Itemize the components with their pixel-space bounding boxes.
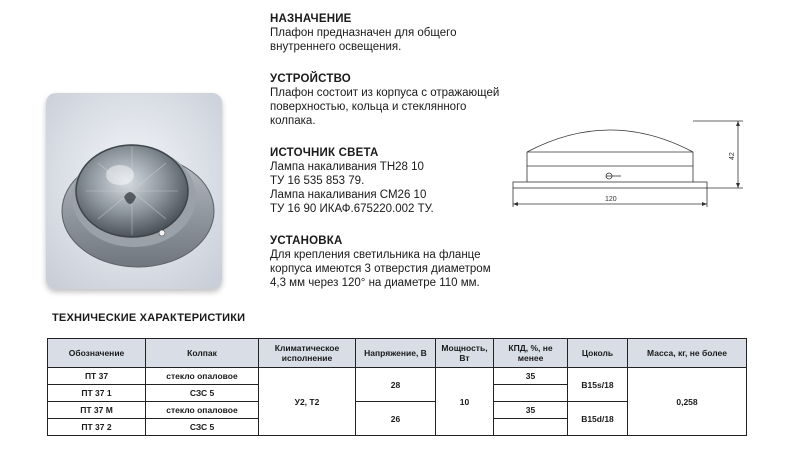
header-climate: Климатическое исполнение [259,339,356,368]
cell-cover: стекло опаловое [146,402,259,419]
section-text-line: ТУ 16 535 853 79. [270,175,365,187]
section-heading: УСТАНОВКА [270,235,343,247]
section-text-line: Плафон состоит из корпуса с отражающей [270,87,500,99]
header-mass: Масса, кг, не более [628,339,747,368]
header-cover: Колпак [146,339,259,368]
cell-base: B15s/18 [568,368,628,402]
cell-designation: ПТ 37 [48,368,146,385]
product-photo [46,93,222,289]
cell-efficiency: 35 [494,402,568,419]
technical-specs-table [47,338,747,436]
section-text-line: Лампа накаливания СМ26 10 [270,189,427,201]
width-dimension-label: 120 [605,196,617,203]
table-header-row [48,339,747,368]
cell-cover: СЗС 5 [146,419,259,436]
cell-voltage: 26 [356,402,436,436]
header-voltage: Напряжение, В [356,339,436,368]
header-efficiency: КПД, %, не менее [494,339,568,368]
section-installation [270,234,570,290]
section-text-line: ТУ 16 90 ИКАФ.675220.002 ТУ. [270,203,434,215]
cell-voltage: 28 [356,368,436,402]
header-designation: Обозначение [48,339,146,368]
header-base: Цоколь [568,339,628,368]
section-text-line: поверхностью, кольца и стеклянного [270,101,467,113]
section-text-line: Для крепления светильника на фланце [270,249,481,261]
dimension-drawing [505,110,750,220]
height-dimension-label: 42 [729,152,736,160]
cell-cover: стекло опаловое [146,368,259,385]
cell-mass: 0,258 [628,368,747,436]
section-text-line: внутреннего освещения. [270,41,402,53]
cell-efficiency-empty [494,419,568,436]
dome-outline [527,130,693,152]
section-text-line: Плафон предназначен для общего [270,27,457,39]
section-heading: УСТРОЙСТВО [270,73,351,85]
cell-base: B15d/18 [568,402,628,436]
section-text-line: корпуса имеются 3 отверстия диаметром [270,263,491,275]
section-text-line: колпака. [270,115,316,127]
section-heading: ИСТОЧНИК СВЕТА [270,147,379,159]
cell-efficiency-empty [494,385,568,402]
section-heading: НАЗНАЧЕНИЕ [270,13,352,25]
table-title: ТЕХНИЧЕСКИЕ ХАРАКТЕРИСТИКИ [52,312,246,324]
table-row [48,368,747,385]
section-text-line: Лампа накаливания ТН28 10 [270,161,424,173]
section-purpose [270,12,570,54]
header-power: Мощность, Вт [436,339,494,368]
cell-efficiency: 35 [494,368,568,385]
flange-outline [513,182,707,188]
cell-designation: ПТ 37 1 [48,385,146,402]
cell-climate: У2, Т2 [259,368,356,436]
cell-power: 10 [436,368,494,436]
cell-designation: ПТ 37 2 [48,419,146,436]
cell-designation: ПТ 37 М [48,402,146,419]
section-text-line: 4,3 мм через 120° на диаметре 110 мм. [270,277,480,289]
ceiling-lamp-illustration [46,93,222,289]
cell-cover: СЗС 5 [146,385,259,402]
